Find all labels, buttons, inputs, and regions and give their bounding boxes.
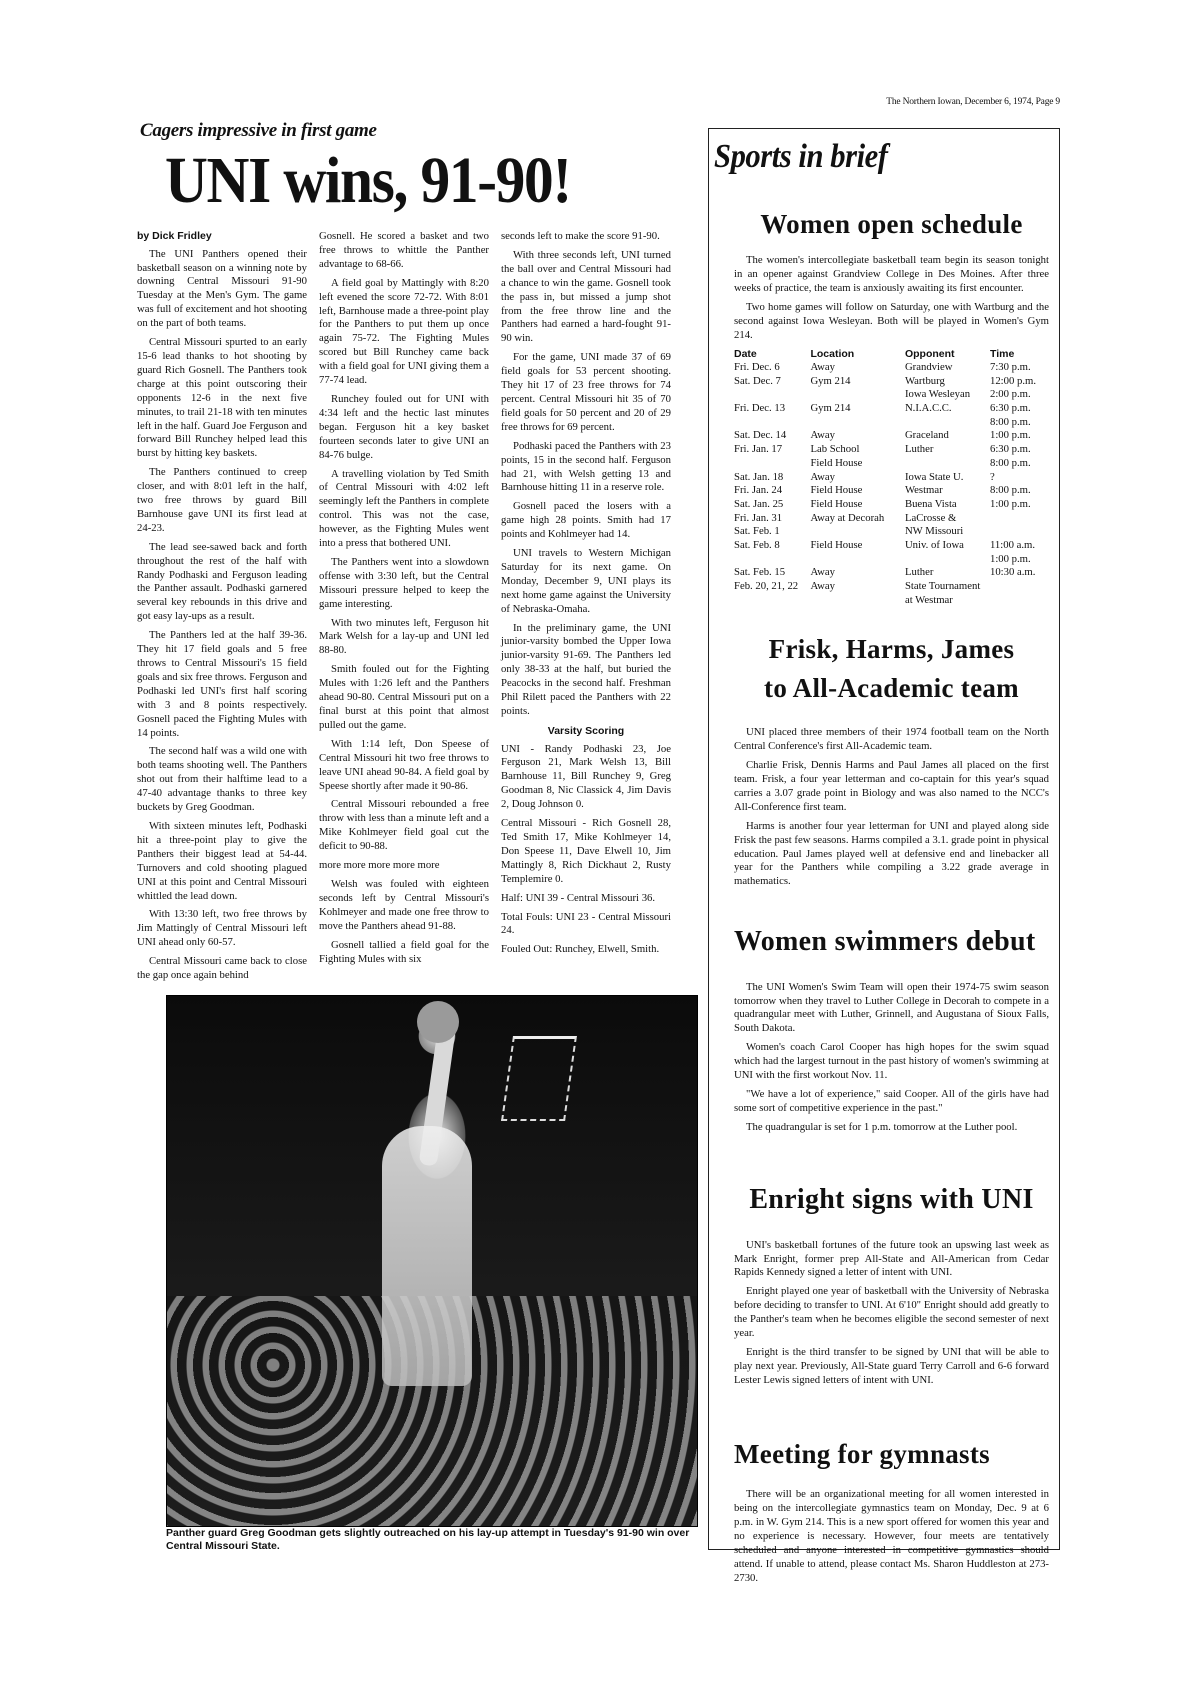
table-cell: Sat. Feb. 8: [734, 538, 780, 551]
paragraph: Two home games will follow on Saturday, one with Wartburg and the second against Iowa Wesleyan. Both will be played in Women's Gym 214.: [734, 300, 1049, 341]
table-cell: Luther: [904, 566, 934, 579]
table-header-row: [734, 348, 1049, 361]
table-cell: [810, 525, 905, 539]
table-cell: 7:30 p.m.: [989, 361, 1031, 374]
story-headline: Women swimmers debut: [734, 926, 1036, 957]
all-academic-story: [734, 630, 1049, 894]
column-header: Time: [989, 347, 1015, 360]
main-kicker: Cagers impressive in first game: [140, 120, 377, 141]
paragraph: Gosnell tallied a field goal for the Fighting Mules with six: [319, 938, 489, 965]
story-headline-line1: Frisk, Harms, James: [768, 634, 1015, 664]
column-header: Date: [734, 347, 757, 360]
table-row: [734, 429, 1049, 443]
paragraph: The Panthers led at the half 39-36. They hit 17 field goals and 5 free throws to Central Missouri's 15 field goals and six free throws. Ferguson and Podhaski led UNI's first half scoring with 3 and 8 points respectively. Gosnell paced the Fighting Mules with 14 points.: [137, 629, 307, 739]
paragraph: UNI travels to Western Michigan Saturday for its next game. On Monday, December 9, UNI plays its next home game against the University of Nebraska-Omaha.: [501, 547, 671, 615]
paragraph: UNI placed three members of their 1974 football team on the North Central Conference's first All-Academic team.: [734, 726, 1049, 753]
table-cell: [905, 457, 990, 471]
table-cell: Sat. Jan. 25: [734, 497, 784, 510]
table-cell: Gym 214: [810, 402, 851, 415]
table-cell: 1:00 p.m.: [989, 429, 1031, 442]
table-cell: at Westmar: [904, 593, 953, 606]
table-cell: Field House: [810, 497, 863, 510]
paragraph: Central Missouri spurted to an early 15-6 lead thanks to hot shooting by guard Rich Gosnell. The Panthers took charge at this point outscoring their opponents 12-6 in the next five minutes, to trail 21-18 with ten minutes left in the half. Guard Joe Ferguson and forward Bill Runchey helped lead this burst by hitting key baskets.: [137, 336, 307, 460]
table-cell: Iowa State U.: [904, 470, 964, 483]
paragraph: seconds left to make the score 91-90.: [501, 230, 660, 242]
paragraph: Enright is the third transfer to be signed by UNI that will be able to play next year. Previously, All-State guard Terry Carroll and 6-6 forward Lester Lewis signed letters of intent with UNI.: [734, 1345, 1049, 1386]
paragraph: For the game, UNI made 37 of 69 field goals for 53 percent shooting. They hit 17 of 23 free throws for 74 percent. Central Missouri hit 35 of 70 field goals for 50 percent and 20 of 29 free throws for 69 percent.: [501, 351, 671, 433]
table-row: [734, 594, 1049, 608]
scoring-line: UNI - Randy Podhaski 23, Joe Ferguson 21, Mark Welsh 13, Bill Barnhouse 11, Bill Runchey 9, Greg Goodman 8, Nic Classick 4, Jim Davis 2, Doug Johnson 0.: [501, 742, 671, 811]
basketball-photo: [166, 995, 698, 1527]
table-cell: Away: [810, 580, 835, 593]
paragraph: Central Missouri rebounded a free throw with less than a minute left and a Mike Kohlmeyer field goal cut the deficit to 90-88.: [319, 798, 489, 853]
paragraph: more more more more more: [319, 859, 440, 872]
paragraph: In the preliminary game, the UNI junior-varsity bombed the Upper Iowa junior-varsity 91-69. The Panthers led only 38-33 at the half, but buried the Peacocks in the second half. Freshman Phil Rilett paced the Panthers with 22 points.: [501, 621, 671, 717]
table-row: [734, 525, 1049, 539]
table-cell: State Tournament: [904, 580, 981, 593]
paragraph: Enright played one year of basketball with the University of Nebraska before deciding to transfer to UNI. At 6'10" Enright should add greatly to the Panther's team when he becomes eligible the second semester of next year.: [734, 1285, 1049, 1340]
table-cell: Fri. Jan. 24: [734, 484, 783, 497]
table-cell: Away: [810, 361, 835, 374]
table-cell: [905, 553, 990, 567]
enright-story: [734, 1180, 1049, 1393]
table-cell: Feb. 20, 21, 22: [734, 580, 799, 593]
table-cell: 8:00 p.m.: [989, 415, 1031, 428]
table-cell: Iowa Wesleyan: [904, 388, 971, 401]
table-cell: [905, 416, 990, 430]
paragraph: With three seconds left, UNI turned the ball over and Central Missouri had a chance to win the game. Gosnell took the pass in, but missed a jump shot from the free throw line and the Panthers had earned a hard-fought 91-90 win.: [501, 248, 671, 345]
table-row: [734, 402, 1049, 416]
basket-net-shape: [501, 1036, 577, 1121]
paragraph: The Panthers went into a slowdown offense with 3:30 left, but the Central Missouri pressure helped to keep the game interesting.: [319, 555, 489, 610]
table-cell: Away: [810, 566, 835, 579]
paragraph: UNI's basketball fortunes of the future took an upswing last week as Mark Enright, former prep All-State and All-American from Cedar Rapids Kennedy signed a letter of intent with UNI.: [734, 1238, 1049, 1279]
table-cell: 6:30 p.m.: [989, 402, 1031, 415]
table-cell: Away: [810, 470, 835, 483]
story-headline-line2: to All-Academic team: [764, 673, 1019, 704]
schedule-rows: [734, 361, 1049, 607]
paragraph: The women's intercollegiate basketball team begin its season tonight in an opener against Grandview College in Des Moines. After three weeks of practice, the team is anxiously awaiting its first encounter.: [734, 254, 1049, 294]
table-cell: 8:00 p.m.: [989, 484, 1031, 497]
table-cell: Sat. Dec. 7: [734, 374, 781, 387]
table-cell: NW Missouri: [904, 525, 964, 538]
varsity-scoring-title: Varsity Scoring: [547, 724, 625, 737]
table-cell: 1:00 p.m.: [989, 497, 1031, 510]
table-cell: [734, 416, 810, 430]
table-cell: Field House: [810, 484, 863, 497]
paragraph: With 13:30 left, two free throws by Jim Mattingly of Central Missouri left UNI ahead only 60-57.: [137, 908, 307, 949]
paragraph: Gosnell paced the losers with a game high 28 points. Smith had 17 points and Kohlmeyer had 14.: [501, 500, 671, 541]
basketball-shape: [417, 1001, 459, 1043]
table-cell: [734, 594, 810, 608]
page-folio: The Northern Iowan, December 6, 1974, Page 9: [886, 97, 1060, 107]
table-cell: Sat. Feb. 15: [734, 566, 786, 579]
paragraph: The second half was a wild one with both teams shooting well. The Panthers shot out from their halftime lead to a 47-40 advantage thanks to three key buckets by Greg Goodman.: [137, 745, 307, 814]
table-cell: Buena Vista: [904, 497, 957, 510]
table-cell: N.I.A.C.C.: [904, 402, 952, 415]
table-cell: [810, 553, 905, 567]
sidebar-title: Sports in brief: [714, 138, 888, 175]
scoring-line: Central Missouri - Rich Gosnell 28, Ted Smith 17, Mike Kohlmeyer 14, Don Speese 11, Dave Elwell 10, Jim Mattingly 8, Rich Dickhaut 2, Rusty Templemire 0.: [501, 817, 671, 885]
story-headline: Enright signs with UNI: [749, 1184, 1034, 1215]
table-cell: Away: [810, 429, 835, 442]
table-row: [734, 484, 1049, 498]
main-column-3: [501, 230, 671, 988]
scoring-line: Fouled Out: Runchey, Elwell, Smith.: [501, 943, 660, 956]
table-row: [734, 580, 1049, 594]
table-cell: Fri. Dec. 13: [734, 402, 786, 415]
main-headline: UNI wins, 91-90!: [165, 144, 571, 217]
table-cell: ?: [989, 470, 995, 483]
table-row: [734, 553, 1049, 567]
table-row: [734, 443, 1049, 457]
table-row: [734, 539, 1049, 553]
table-cell: 12:00 p.m.: [989, 374, 1036, 387]
table-row: [734, 498, 1049, 512]
paragraph: Charlie Frisk, Dennis Harms and Paul James all placed on the first team. Frisk, a four year letterman and co-captain for this year's squad carries a 3.07 grade point in Biology and was also named to the NCC's All-Conference first team.: [734, 759, 1049, 813]
player-figure-shape: [382, 1126, 472, 1386]
table-cell: Fri. Jan. 31: [734, 511, 783, 524]
paragraph: Smith fouled out for the Fighting Mules with 1:26 left and the Panthers ahead 90-80. Central Missouri put on a final burst at this point that almost pulled out the game.: [319, 663, 489, 731]
paragraph: The lead see-sawed back and forth throughout the rest of the half with Randy Podhaski and Ferguson leading the Panther assault. Podhaski garnered several key rebounds in this drive and got easy lay-ups as a result.: [137, 540, 307, 623]
scoring-line: Half: UNI 39 - Central Missouri 36.: [501, 891, 656, 904]
table-cell: [734, 457, 810, 471]
table-cell: Field House: [810, 456, 863, 469]
table-cell: 10:30 a.m.: [989, 566, 1036, 579]
table-row: [734, 416, 1049, 430]
table-cell: Graceland: [904, 429, 949, 442]
paragraph: Podhaski paced the Panthers with 23 points, 15 in the second half. Ferguson had 21, with Welsh getting 13 and Barnhouse hitting 11 in a reserve role.: [501, 439, 671, 494]
table-cell: 11:00 a.m.: [989, 538, 1035, 551]
table-cell: [734, 388, 810, 402]
paragraph: The Panthers continued to creep closer, and with 8:01 left in the half, two free throws by guard Bill Barnhouse gave UNI its first lead at 24-23.: [137, 466, 307, 534]
table-cell: LaCrosse &: [904, 511, 957, 524]
paragraph: With 1:14 left, Don Speese of Central Missouri hit two free throws to leave UNI ahead 90-84. A field goal by Speese shortly after made it 90-86.: [319, 737, 489, 792]
table-cell: [990, 512, 1049, 526]
table-cell: Sat. Dec. 14: [734, 429, 787, 442]
paragraph: Women's coach Carol Cooper has high hopes for the swim squad which had the largest turnout in the past history of women's swimming at UNI with the first workout Nov. 11.: [734, 1041, 1049, 1082]
table-cell: Field House: [810, 538, 863, 551]
table-cell: Grandview: [904, 361, 953, 374]
table-row: [734, 566, 1049, 580]
table-cell: Gym 214: [810, 374, 851, 387]
table-row: [734, 361, 1049, 375]
table-cell: [990, 594, 1049, 608]
table-cell: 6:30 p.m.: [989, 443, 1031, 456]
table-cell: Sat. Jan. 18: [734, 470, 784, 483]
paragraph: The UNI Panthers opened their basketball season on a winning note by downing Central Missouri 91-90 Tuesday at the Men's Gym. The game was full of excitement and hot shooting on the part of both teams.: [137, 247, 307, 330]
main-column-1: [137, 230, 307, 988]
table-cell: [734, 553, 810, 567]
column-header: Opponent: [904, 347, 955, 360]
table-cell: 1:00 p.m.: [989, 552, 1031, 565]
table-cell: Away at Decorah: [810, 511, 885, 524]
paragraph: The UNI Women's Swim Team will open their 1974-75 swim season tomorrow when they travel to Luther College in Decorah to compete in a quadrangular meet with Luther, Grinnell, and Augustana of Sioux Falls, South Dakota.: [734, 980, 1049, 1035]
table-cell: 8:00 p.m.: [989, 456, 1031, 469]
table-cell: Luther: [904, 443, 934, 456]
table-row: [734, 457, 1049, 471]
table-cell: [810, 594, 905, 608]
main-column-2: [319, 230, 489, 988]
paragraph: A travelling violation by Ted Smith of Central Missouri with 4:02 left seemingly left the Panthers in complete control. This was not the case, however, as the Fighting Mules went into a press that bothered UNI.: [319, 467, 489, 550]
main-story-columns: [137, 230, 707, 988]
table-cell: Univ. of Iowa: [904, 538, 964, 551]
paragraph: Welsh was fouled with eighteen seconds left by Central Missouri's Kohlmeyer and made one free throw to move the Panthers ahead 91-88.: [319, 877, 489, 932]
table-cell: 2:00 p.m.: [989, 388, 1031, 401]
gymnasts-story: [734, 1435, 1049, 1590]
table-cell: [990, 580, 1049, 594]
paragraph: Central Missouri came back to close the gap once again behind: [137, 955, 307, 982]
table-cell: Lab School: [810, 443, 860, 456]
table-cell: Fri. Dec. 6: [734, 361, 780, 374]
table-row: [734, 471, 1049, 485]
paragraph: The quadrangular is set for 1 p.m. tomorrow at the Luther pool.: [746, 1120, 1018, 1133]
table-row: [734, 375, 1049, 389]
paragraph: With two minutes left, Ferguson hit Mark Welsh for a lay-up and UNI led 88-80.: [319, 616, 489, 657]
table-row: [734, 512, 1049, 526]
table-cell: Westmar: [904, 484, 943, 497]
paragraph: Harms is another four year letterman for UNI and played along side Frisk the past few seasons. Harms compiled a 3.1. grade point in physical education. Paul James played well at defensive end and linebacker all year for the Panthers while compiling a 3.22 grade average in mathematics.: [734, 819, 1049, 888]
table-cell: [990, 525, 1049, 539]
table-row: [734, 388, 1049, 402]
table-cell: [810, 388, 905, 402]
table-cell: [810, 416, 905, 430]
story-headline: Meeting for gymnasts: [734, 1439, 990, 1469]
table-cell: Wartburg: [904, 374, 945, 387]
scoring-line: Total Fouls: UNI 23 - Central Missouri 24.: [501, 910, 671, 937]
byline: by Dick Fridley: [137, 230, 212, 242]
paragraph: A field goal by Mattingly with 8:20 left evened the score 72-72. With 8:01 left, Barnhouse made a three-point play for the Panthers to put them up once again 75-72. The Fighting Mules scored but Bill Runchey came back with a field goal for UNI giving them a 77-74 lead.: [319, 276, 489, 387]
women-schedule-story: [734, 205, 1049, 607]
paragraph: With sixteen minutes left, Podhaski hit a three-point play to give the Panthers their biggest lead at 54-44. Turnovers and cold shooting plagued UNI at this point and Central Missouri whittled the lead down.: [137, 819, 307, 902]
table-cell: Sat. Feb. 1: [734, 525, 780, 538]
paragraph: There will be an organizational meeting for all women interested in being on the intercollegiate gymnastics team on Monday, Dec. 9 at 6 p.m. in W. Gym 214. This is a new sport offered for women this year and no experience is necessary. However, four meets are tentatively scheduled and anyone interested in competitive gymnastics should attend. If unable to attend, please contact Ms. Sharon Huddleston at 273-2730.: [734, 1488, 1049, 1584]
column-header: Location: [810, 347, 855, 360]
paragraph: Runchey fouled out for UNI with 4:34 left and the hectic last minutes began. Ferguson hit a key basket fourteen seconds later to give UNI an 84-76 bulge.: [319, 392, 489, 461]
schedule-table: [734, 348, 1049, 608]
paragraph: Gosnell. He scored a basket and two free throws to whittle the Panther advantage to 68-66.: [319, 230, 489, 270]
photo-caption: Panther guard Greg Goodman gets slightly outreached on his lay-up attempt in Tuesday's 91-90 win over Central Missouri State.: [166, 1527, 690, 1553]
story-headline: Women open schedule: [760, 209, 1023, 239]
swimmers-story: [734, 922, 1049, 1140]
paragraph: "We have a lot of experience," said Cooper. All of the girls have had some sort of competitive experience in the past.": [734, 1087, 1049, 1114]
table-cell: Fri. Jan. 17: [734, 443, 783, 456]
